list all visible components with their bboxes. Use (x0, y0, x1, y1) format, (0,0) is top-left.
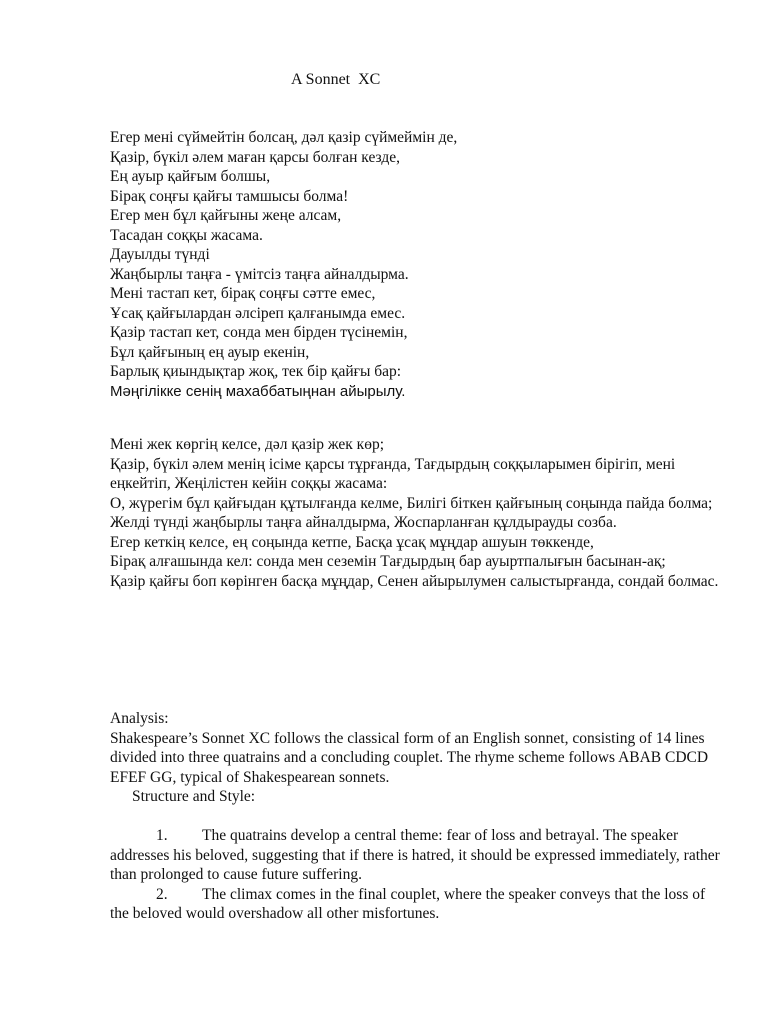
verse-line: Егер кеткің келсе, ең соңында кетпе, Басқа ұсақ мұңдар ашуын төккенде, (110, 533, 594, 551)
verse-line-final: Мәңгілікке сенің махаббатыңнан айырылу. (110, 382, 406, 400)
list-item (110, 885, 725, 924)
verse-line: Ең ауыр қайғым болшы, (110, 168, 271, 185)
spacer (110, 807, 725, 827)
verse-line: Мені тастап кет, бірақ соңғы сәтте емес, (110, 285, 376, 302)
list-number: 1. (156, 827, 168, 844)
verse-line: Қазір, бүкіл әлем маған қарсы болған кезде, (110, 148, 400, 166)
list-text: The quatrains develop a central theme: fear of loss and betrayal. The speaker addresses his beloved, suggesting that if there is hatred, it should be expressed immediately, rather than prolonged to cause future suffering. (110, 827, 720, 883)
verse-line: Қазір қайғы боп көрінген басқа мұңдар, Сенен айырылумен салыстырғанда, сондай болмас. (110, 572, 719, 590)
stanza-two (110, 435, 725, 591)
list-number: 2. (156, 885, 168, 903)
analysis-subheading: Structure and Style: (132, 788, 256, 805)
verse-line: Егер мен бұл қайғыны жеңе алсам, (110, 207, 342, 224)
analysis-paragraph: Shakespeare’s Sonnet XC follows the classical form of an English sonnet, consisting of 14 lines divided into three quatrains and a concluding couplet. The rhyme scheme follows ABAB CDCD EFEF GG, typical of Shakespearean sonnets. (110, 729, 709, 786)
analysis-heading: Analysis: (110, 710, 169, 727)
verse-line: О, жүрегім бұл қайғыдан құтылғанда келме, Билігі біткен қайғының соңында пайда болма; (110, 494, 713, 512)
verse-line: Жаңбырлы таңға - үмітсіз таңға айналдырма. (110, 265, 409, 283)
verse-line: Тасадан соққы жасама. (110, 226, 263, 244)
verse-line: Желді түнді жаңбырлы таңға айналдырма, Жоспарланған құлдырауды созба. (110, 514, 617, 531)
verse-line: Қазір тастап кет, сонда мен бірден түсінемін, (110, 324, 408, 341)
list-item (110, 826, 725, 885)
verse-line: Егер мені сүймейтін болсаң, дәл қазір сүймеймін де, (110, 129, 458, 146)
verse-line: Мені жек көргің келсе, дәл қазір жек көр; (110, 436, 385, 453)
verse-line: Дауылды түнді (110, 246, 210, 263)
analysis-section (110, 709, 725, 924)
verse-line: Бұл қайғының ең ауыр екенін, (110, 343, 310, 361)
verse-line: Бірақ соңғы қайғы тамшысы болма! (110, 187, 349, 205)
verse-line: Бірақ алғашында кел: сонда мен сеземін Тағдырдың бар ауыртпалығын басынан-ақ; (110, 553, 666, 570)
document-title: A Sonnet XC (291, 71, 381, 88)
verse-line: Қазір, бүкіл әлем менің ісіме қарсы тұрғанда, Тағдырдың соққыларымен бірігіп, мені еңкейтіп, Жеңілістен кейін соққы жасама: (110, 455, 676, 492)
stanza-one (110, 128, 725, 401)
verse-line: Ұсақ қайғылардан әлсіреп қалғанымда емес. (110, 304, 406, 322)
verse-line: Барлық қиындықтар жоқ, тек бір қайғы бар: (110, 363, 402, 380)
list-text: The climax comes in the final couplet, where the speaker conveys that the loss of the beloved would overshadow all other misfortunes. (110, 885, 706, 922)
